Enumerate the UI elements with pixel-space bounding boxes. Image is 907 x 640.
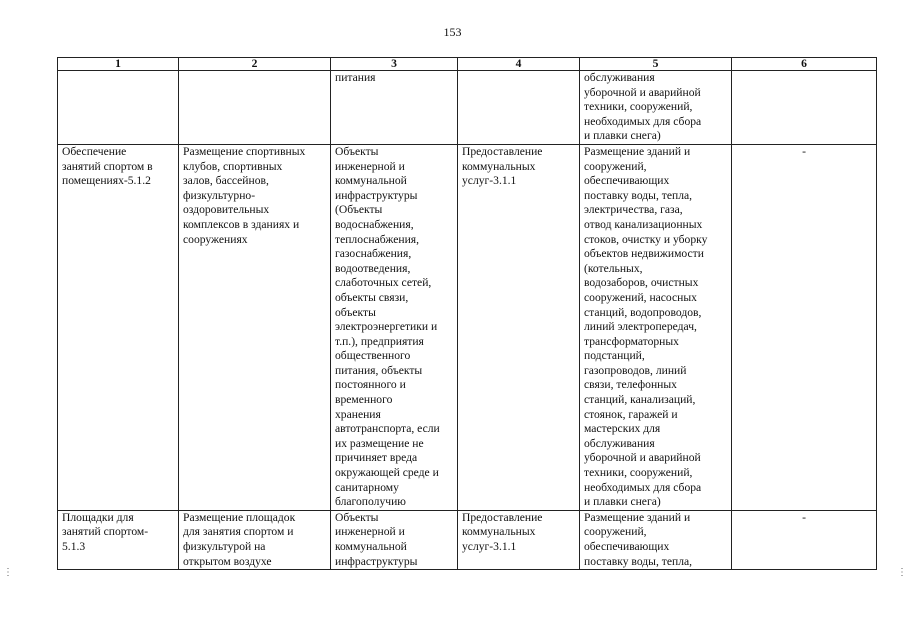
cell-text-line: обеспечивающих xyxy=(584,540,670,553)
cell-text-line: окружающей среде и xyxy=(335,466,439,480)
cell-text-line: питания xyxy=(335,71,376,84)
cell-text-line: водозаборов, очистных xyxy=(584,276,699,290)
cell-text-line: водоотведения, xyxy=(335,261,411,275)
cell-text-line: стоянок, гаражей и xyxy=(584,407,678,421)
cell-text-line: - xyxy=(802,144,806,158)
cell-text-line: электроэнергетики и xyxy=(335,320,438,334)
cell-text-line: благополучию xyxy=(335,495,406,509)
cell-text-line: питания, объекты xyxy=(335,363,423,377)
cell-text-line: газопроводов, линий xyxy=(584,363,687,377)
cell-text-line: и плавки снега) xyxy=(584,495,661,509)
cell-text-line: 5.1.3 xyxy=(62,540,86,553)
cell-text-line: помещениях-5.1.2 xyxy=(62,174,151,188)
cell-text-line: клубов, спортивных xyxy=(183,159,283,173)
cell-text-line: автотранспорта, если xyxy=(335,422,440,436)
cell-text-line: коммунальных xyxy=(462,525,536,539)
cell-text-line: необходимых для сбора xyxy=(584,114,702,128)
page-number: 153 xyxy=(443,25,462,39)
cell-text-line: станций, канализаций, xyxy=(584,393,696,407)
cell-text-line: открытом воздухе xyxy=(183,554,272,568)
cell-restrictions xyxy=(732,144,877,510)
cell-text-line: физкультурно- xyxy=(183,188,256,202)
cell-text-line: Площадки для xyxy=(62,510,134,524)
cell-use-type-name xyxy=(58,144,179,510)
cell-use-type-name xyxy=(58,71,179,145)
cell-text-line: сооружений, насосных xyxy=(584,290,697,304)
column-header: 4 xyxy=(458,58,580,71)
cell-auxiliary-description xyxy=(580,144,732,510)
cell-text-line: т.п.), предприятия xyxy=(335,334,424,348)
cell-text-line: временного xyxy=(335,393,393,407)
cell-text-line: залов, бассейнов, xyxy=(183,174,269,188)
cell-text-line: физкультурой на xyxy=(183,540,266,553)
cell-text-line: станций, водопроводов, xyxy=(584,305,702,319)
cell-text-line: отвод канализационных xyxy=(584,217,703,231)
cell-text-line: Объекты xyxy=(335,510,379,524)
cell-text-line: уборочной и аварийной xyxy=(584,451,701,465)
table-body xyxy=(58,58,877,570)
cell-auxiliary-description xyxy=(580,510,732,569)
cell-text-line: объектов недвижимости xyxy=(584,247,704,261)
cell-text-line: занятий спортом- xyxy=(62,525,149,539)
permitted-use-table xyxy=(57,57,877,570)
cell-text-line: поставку воды, тепла, xyxy=(584,554,693,568)
column-header: 3 xyxy=(331,58,458,71)
cell-text-line: инфраструктуры xyxy=(335,188,418,202)
cell-text-line: коммунальных xyxy=(462,159,536,173)
cell-text-line: техники, сооружений, xyxy=(584,466,693,480)
cell-text-line: техники, сооружений, xyxy=(584,100,693,114)
table-row xyxy=(58,510,877,569)
cell-restrictions xyxy=(732,510,877,569)
cell-text-line: занятий спортом в xyxy=(62,159,153,173)
cell-text-line: постоянного и xyxy=(335,378,406,392)
cell-text-line: услуг-3.1.1 xyxy=(462,540,517,553)
table-row xyxy=(58,144,877,510)
cell-use-type-name xyxy=(58,510,179,569)
cell-text-line: электричества, газа, xyxy=(584,203,683,217)
cell-auxiliary-use xyxy=(458,71,580,145)
cell-conditional-use xyxy=(331,510,458,569)
table-header-row xyxy=(58,58,877,71)
cell-text-line: для занятия спортом и xyxy=(183,525,294,539)
column-header: 5 xyxy=(580,58,732,71)
cell-auxiliary-use xyxy=(458,510,580,569)
cell-auxiliary-description xyxy=(580,71,732,145)
cell-text-line: Обеспечение xyxy=(62,144,127,158)
cell-conditional-use xyxy=(331,144,458,510)
cell-text-line: линий электропередач, xyxy=(584,320,697,334)
cell-text-line: газоснабжения, xyxy=(335,247,412,261)
cell-text-line: мастерских для xyxy=(584,422,661,436)
table-row xyxy=(58,71,877,145)
cell-text-line: коммунальной xyxy=(335,540,407,553)
cell-text-line: слаботочных сетей, xyxy=(335,276,432,290)
cell-text-line: объекты связи, xyxy=(335,290,409,304)
cell-text-line: санитарному xyxy=(335,480,399,494)
scan-edge-mark: ⋮ xyxy=(897,567,907,578)
cell-text-line: (котельных, xyxy=(584,261,643,275)
cell-text-line: сооружений, xyxy=(584,159,647,173)
cell-text-line: хранения xyxy=(335,407,381,421)
cell-text-line: подстанций, xyxy=(584,349,645,363)
cell-text-line: их размещение не xyxy=(335,436,424,450)
cell-auxiliary-use xyxy=(458,144,580,510)
cell-text-line: Предоставление xyxy=(462,510,543,524)
cell-use-description xyxy=(179,510,331,569)
cell-text-line: водоснабжения, xyxy=(335,217,414,231)
cell-text-line: причиняет вреда xyxy=(335,451,418,465)
cell-text-line: Размещение зданий и xyxy=(584,510,691,524)
cell-text-line: сооружений, xyxy=(584,525,647,539)
cell-restrictions xyxy=(732,71,877,145)
cell-text-line: обеспечивающих xyxy=(584,174,670,188)
cell-text-line: услуг-3.1.1 xyxy=(462,174,517,188)
cell-text-line: обслуживания xyxy=(584,71,655,84)
cell-text-line: Предоставление xyxy=(462,144,543,158)
cell-text-line: теплоснабжения, xyxy=(335,232,420,246)
column-header: 1 xyxy=(58,58,179,71)
cell-text-line: сооружениях xyxy=(183,232,248,246)
cell-text-line: - xyxy=(802,510,806,524)
column-header: 6 xyxy=(732,58,877,71)
cell-use-description xyxy=(179,71,331,145)
cell-text-line: коммунальной xyxy=(335,174,407,188)
column-header: 2 xyxy=(179,58,331,71)
cell-text-line: уборочной и аварийной xyxy=(584,85,701,99)
cell-text-line: обслуживания xyxy=(584,436,655,450)
cell-text-line: поставку воды, тепла, xyxy=(584,188,693,202)
cell-text-line: инфраструктуры xyxy=(335,554,418,568)
cell-text-line: (Объекты xyxy=(335,203,383,217)
cell-text-line: связи, телефонных xyxy=(584,378,677,392)
cell-text-line: оздоровительных xyxy=(183,203,270,217)
cell-text-line: комплексов в зданиях и xyxy=(183,217,300,231)
cell-text-line: Размещение зданий и xyxy=(584,144,691,158)
cell-use-description xyxy=(179,144,331,510)
cell-text-line: трансформаторных xyxy=(584,334,679,348)
cell-text-line: и плавки снега) xyxy=(584,129,661,143)
cell-text-line: инженерной и xyxy=(335,159,405,173)
cell-text-line: стоков, очистку и уборку xyxy=(584,232,708,246)
cell-text-line: общественного xyxy=(335,349,411,363)
cell-text-line: Объекты xyxy=(335,144,379,158)
scan-edge-mark: ⋮ xyxy=(3,567,13,578)
cell-text-line: Размещение спортивных xyxy=(183,144,306,158)
cell-text-line: Размещение площадок xyxy=(183,510,296,524)
cell-text-line: объекты xyxy=(335,305,376,319)
cell-text-line: инженерной и xyxy=(335,525,405,539)
cell-text-line: необходимых для сбора xyxy=(584,480,702,494)
cell-conditional-use xyxy=(331,71,458,145)
